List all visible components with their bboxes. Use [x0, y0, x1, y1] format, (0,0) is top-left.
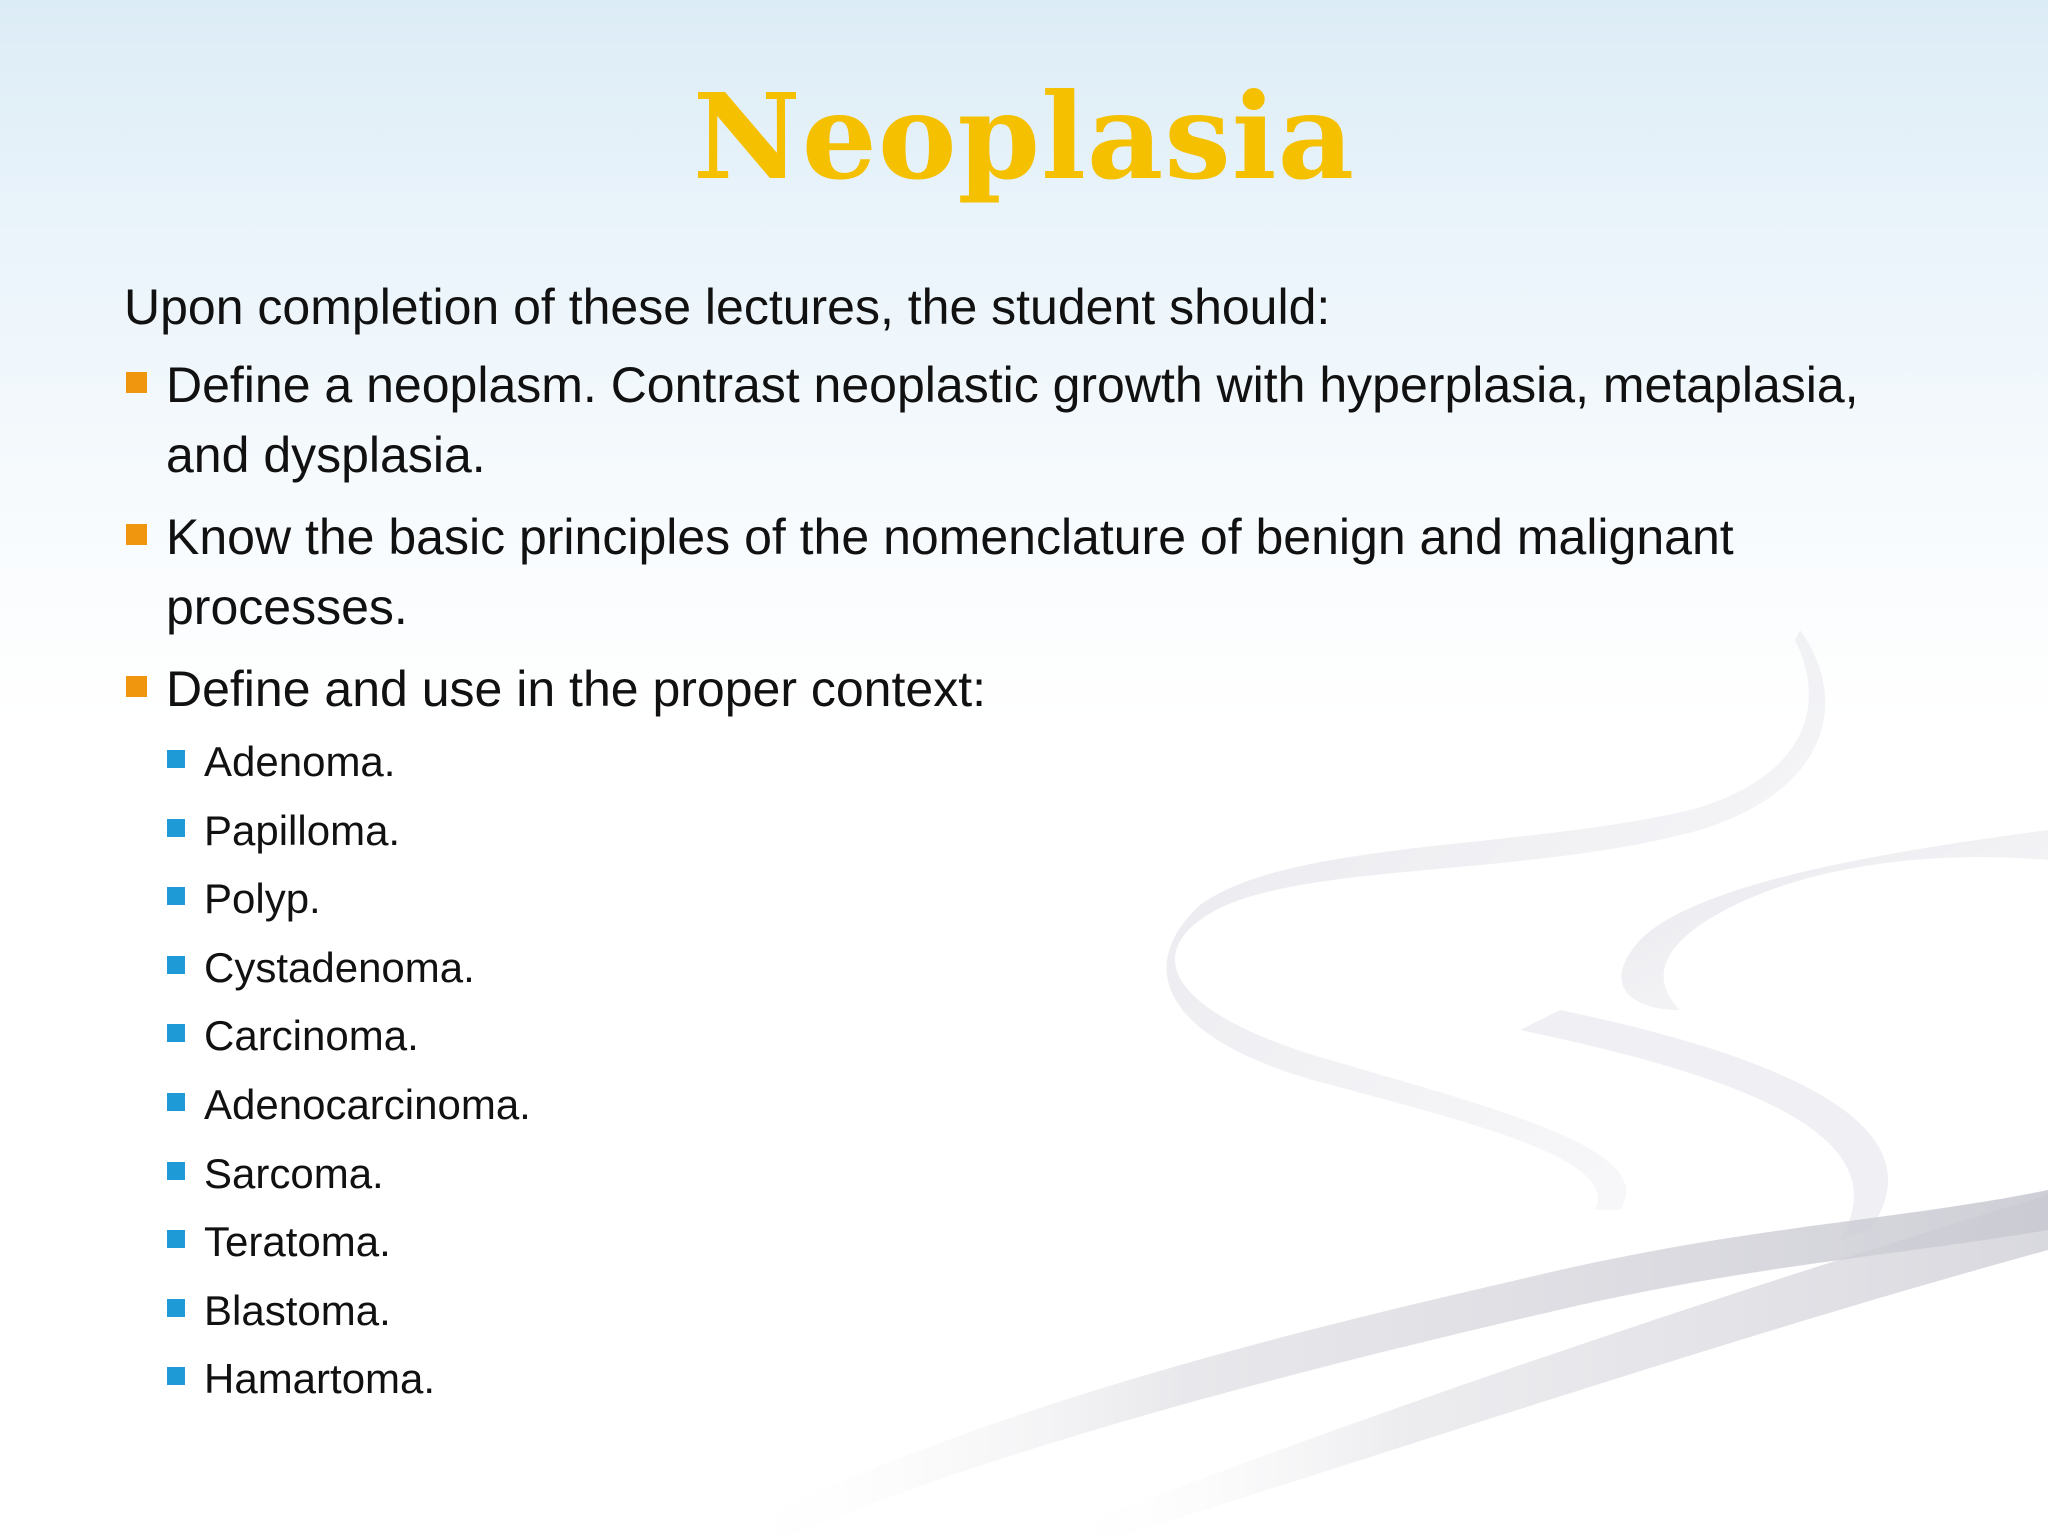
- slide-title: Neoplasia: [692, 67, 1356, 206]
- term-text: Papilloma.: [204, 806, 401, 854]
- objective-text: Know the basic principles of the nomenclature of benign and malignant processes.: [166, 509, 1734, 635]
- term-item: [166, 934, 1944, 1003]
- terms-list: [166, 728, 1944, 1414]
- objective-text: Define and use in the proper context:: [166, 661, 986, 717]
- term-item: [166, 1345, 1944, 1414]
- term-item: [166, 728, 1944, 797]
- blue-square-bullet-icon: [167, 1367, 185, 1385]
- blue-square-bullet-icon: [167, 1024, 185, 1042]
- term-item: [166, 1140, 1944, 1209]
- objective-item: [124, 502, 1944, 642]
- slide-body: [124, 270, 1944, 1426]
- intro-text: Upon completion of these lectures, the student should:: [124, 279, 1331, 335]
- objectives-list: [124, 350, 1944, 1414]
- term-item: [166, 1277, 1944, 1346]
- blue-square-bullet-icon: [167, 819, 185, 837]
- objective-item: [124, 350, 1944, 490]
- orange-square-bullet-icon: [126, 524, 147, 545]
- term-text: Blastoma.: [204, 1286, 391, 1334]
- blue-square-bullet-icon: [167, 1093, 185, 1111]
- term-text: Cystadenoma.: [204, 943, 475, 991]
- objective-item: [124, 654, 1944, 1414]
- term-item: [166, 1071, 1944, 1140]
- blue-square-bullet-icon: [167, 1162, 185, 1180]
- term-text: Hamartoma.: [204, 1355, 436, 1403]
- term-text: Sarcoma.: [204, 1149, 384, 1197]
- blue-square-bullet-icon: [167, 750, 185, 768]
- orange-square-bullet-icon: [126, 676, 147, 697]
- blue-square-bullet-icon: [167, 1230, 185, 1248]
- blue-square-bullet-icon: [167, 1299, 185, 1317]
- term-item: [166, 1002, 1944, 1071]
- objective-text: Define a neoplasm. Contrast neoplastic growth with hyperplasia, metaplasia, and dysplasia.: [166, 357, 1859, 483]
- term-text: Carcinoma.: [204, 1012, 419, 1060]
- term-item: [166, 797, 1944, 866]
- term-text: Polyp.: [204, 875, 321, 923]
- orange-square-bullet-icon: [126, 372, 147, 393]
- term-item: [166, 1208, 1944, 1277]
- term-item: [166, 865, 1944, 934]
- term-text: Adenoma.: [204, 738, 396, 785]
- term-text: Teratoma.: [204, 1218, 391, 1266]
- blue-square-bullet-icon: [167, 956, 185, 974]
- blue-square-bullet-icon: [167, 887, 185, 905]
- term-text: Adenocarcinoma.: [204, 1080, 531, 1128]
